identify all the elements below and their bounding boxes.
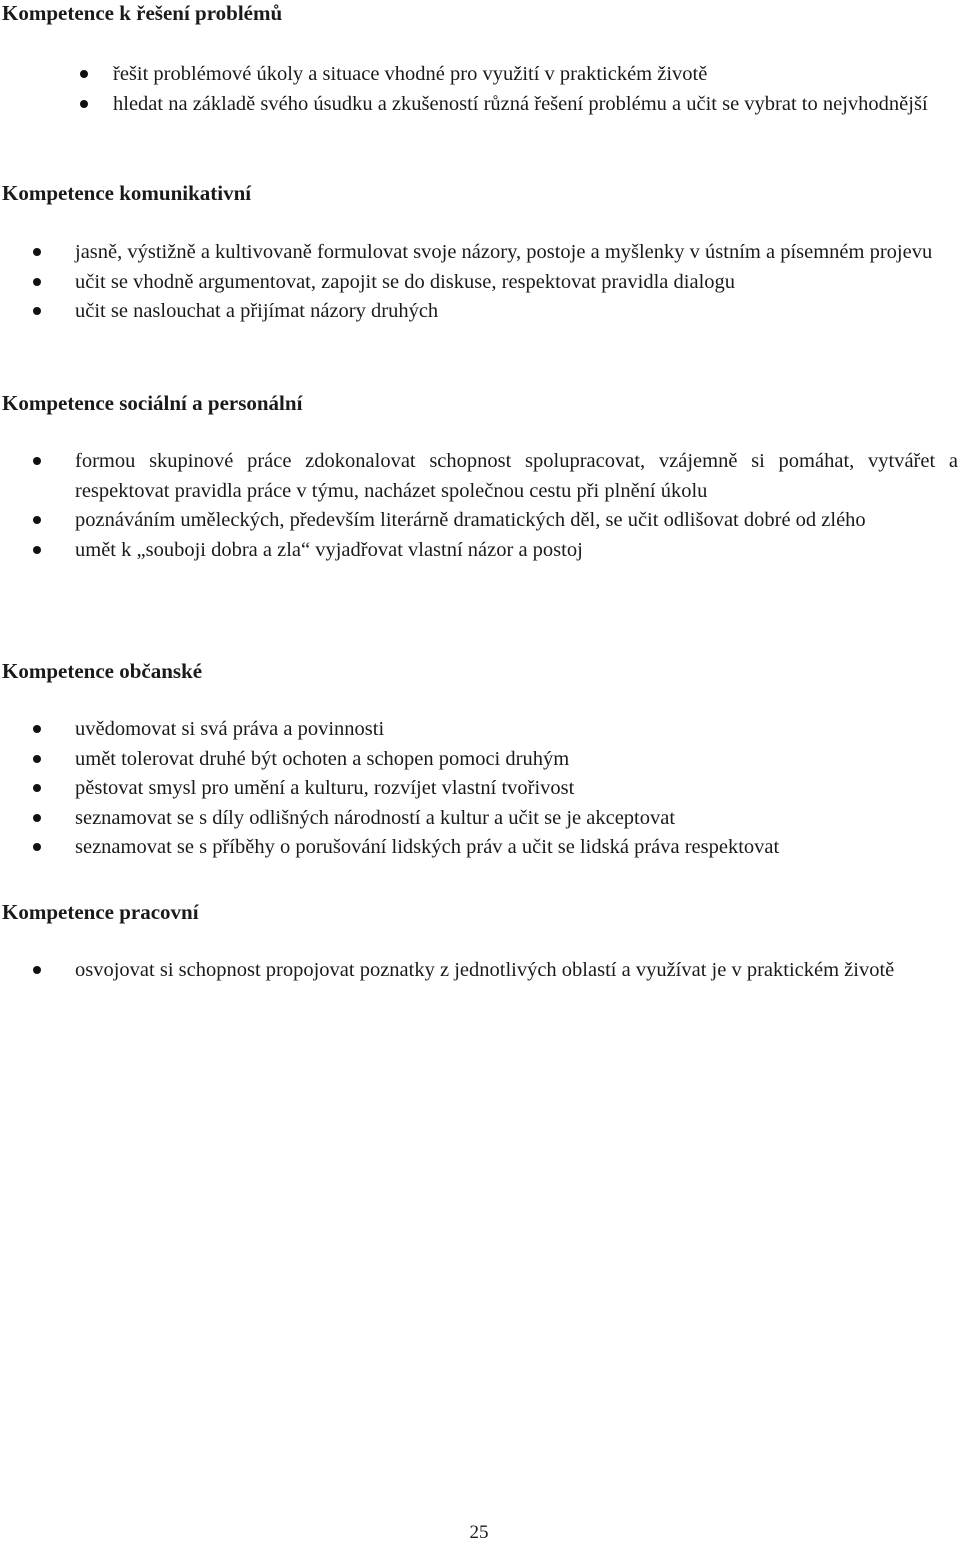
list-item-text: osvojovat si schopnost propojovat poznatky z jednotlivých oblastí a využívat je v praktickém životě <box>75 959 895 981</box>
bullet-icon <box>80 70 88 78</box>
bullet-icon <box>33 457 41 465</box>
list-item <box>75 238 958 268</box>
list-item <box>75 804 958 834</box>
list-item-text: formou skupinové práce zdokonalovat schopnost spolupracovat, vzájemně si pomáhat, vytvářet a respektovat pravidla práce v týmu, nacházet společnou cestu při plnění úkolu <box>75 450 958 502</box>
list-item <box>75 956 958 986</box>
bullet-list-social-personal <box>75 447 958 565</box>
bullet-icon <box>33 307 41 315</box>
list-item-text: seznamovat se s příběhy o porušování lidských práv a učit se lidská práva respektovat <box>75 836 780 858</box>
list-item <box>75 506 958 536</box>
section-heading-problem-solving: Kompetence k řešení problémů <box>2 1 283 25</box>
list-item <box>75 536 958 566</box>
list-item-text: poznáváním uměleckých, především literárně dramatických děl, se učit odlišovat dobré od zlého <box>75 509 866 531</box>
bullet-icon <box>33 278 41 286</box>
section-heading-social-personal: Kompetence sociální a personální <box>2 391 303 415</box>
list-item <box>75 297 958 327</box>
list-item-text: umět tolerovat druhé být ochoten a schopen pomoci druhým <box>75 747 570 770</box>
list-item <box>113 90 958 120</box>
bullet-icon <box>33 843 41 851</box>
list-item-text: seznamovat se s díly odlišných národností a kultur a učit se je akceptovat <box>75 806 676 829</box>
bullet-icon <box>33 966 41 974</box>
bullet-icon <box>33 725 41 733</box>
list-item-text: uvědomovat si svá práva a povinnosti <box>75 718 385 740</box>
list-item-text: hledat na základě svého úsudku a zkušeností různá řešení problému a učit se vybrat to nejvhodnější <box>113 92 928 115</box>
list-item <box>75 268 958 298</box>
list-item-text: učit se vhodně argumentovat, zapojit se do diskuse, respektovat pravidla dialogu <box>75 270 736 293</box>
list-item-text: pěstovat smysl pro umění a kulturu, rozvíjet vlastní tvořivost <box>75 777 575 799</box>
bullet-list-communicative <box>75 238 958 327</box>
page-number: 25 <box>469 1522 489 1543</box>
bullet-list-civic <box>75 715 958 863</box>
list-item-text: řešit problémové úkoly a situace vhodné pro využití v praktickém životě <box>113 63 708 85</box>
list-item <box>75 833 958 863</box>
bullet-icon <box>80 100 88 108</box>
list-item-text: umět k „souboji dobra a zla“ vyjadřovat vlastní názor a postoj <box>75 538 583 561</box>
list-item <box>75 745 958 775</box>
bullet-icon <box>33 248 41 256</box>
section-heading-civic: Kompetence občanské <box>2 659 203 683</box>
list-item <box>75 715 958 745</box>
bullet-icon <box>33 814 41 822</box>
list-item <box>75 447 958 506</box>
list-item-text: jasně, výstižně a kultivovaně formulovat svoje názory, postoje a myšlenky v ústním a písemném projevu <box>75 241 933 263</box>
bullet-icon <box>33 755 41 763</box>
bullet-icon <box>33 546 41 554</box>
section-heading-communicative: Kompetence komunikativní <box>2 181 252 205</box>
bullet-list-problem-solving <box>113 60 958 119</box>
list-item-text: učit se naslouchat a přijímat názory druhých <box>75 300 439 322</box>
bullet-list-work <box>75 956 958 986</box>
bullet-icon <box>33 784 41 792</box>
bullet-icon <box>33 516 41 524</box>
list-item <box>113 60 958 90</box>
list-item <box>75 774 958 804</box>
section-heading-work: Kompetence pracovní <box>2 900 199 924</box>
